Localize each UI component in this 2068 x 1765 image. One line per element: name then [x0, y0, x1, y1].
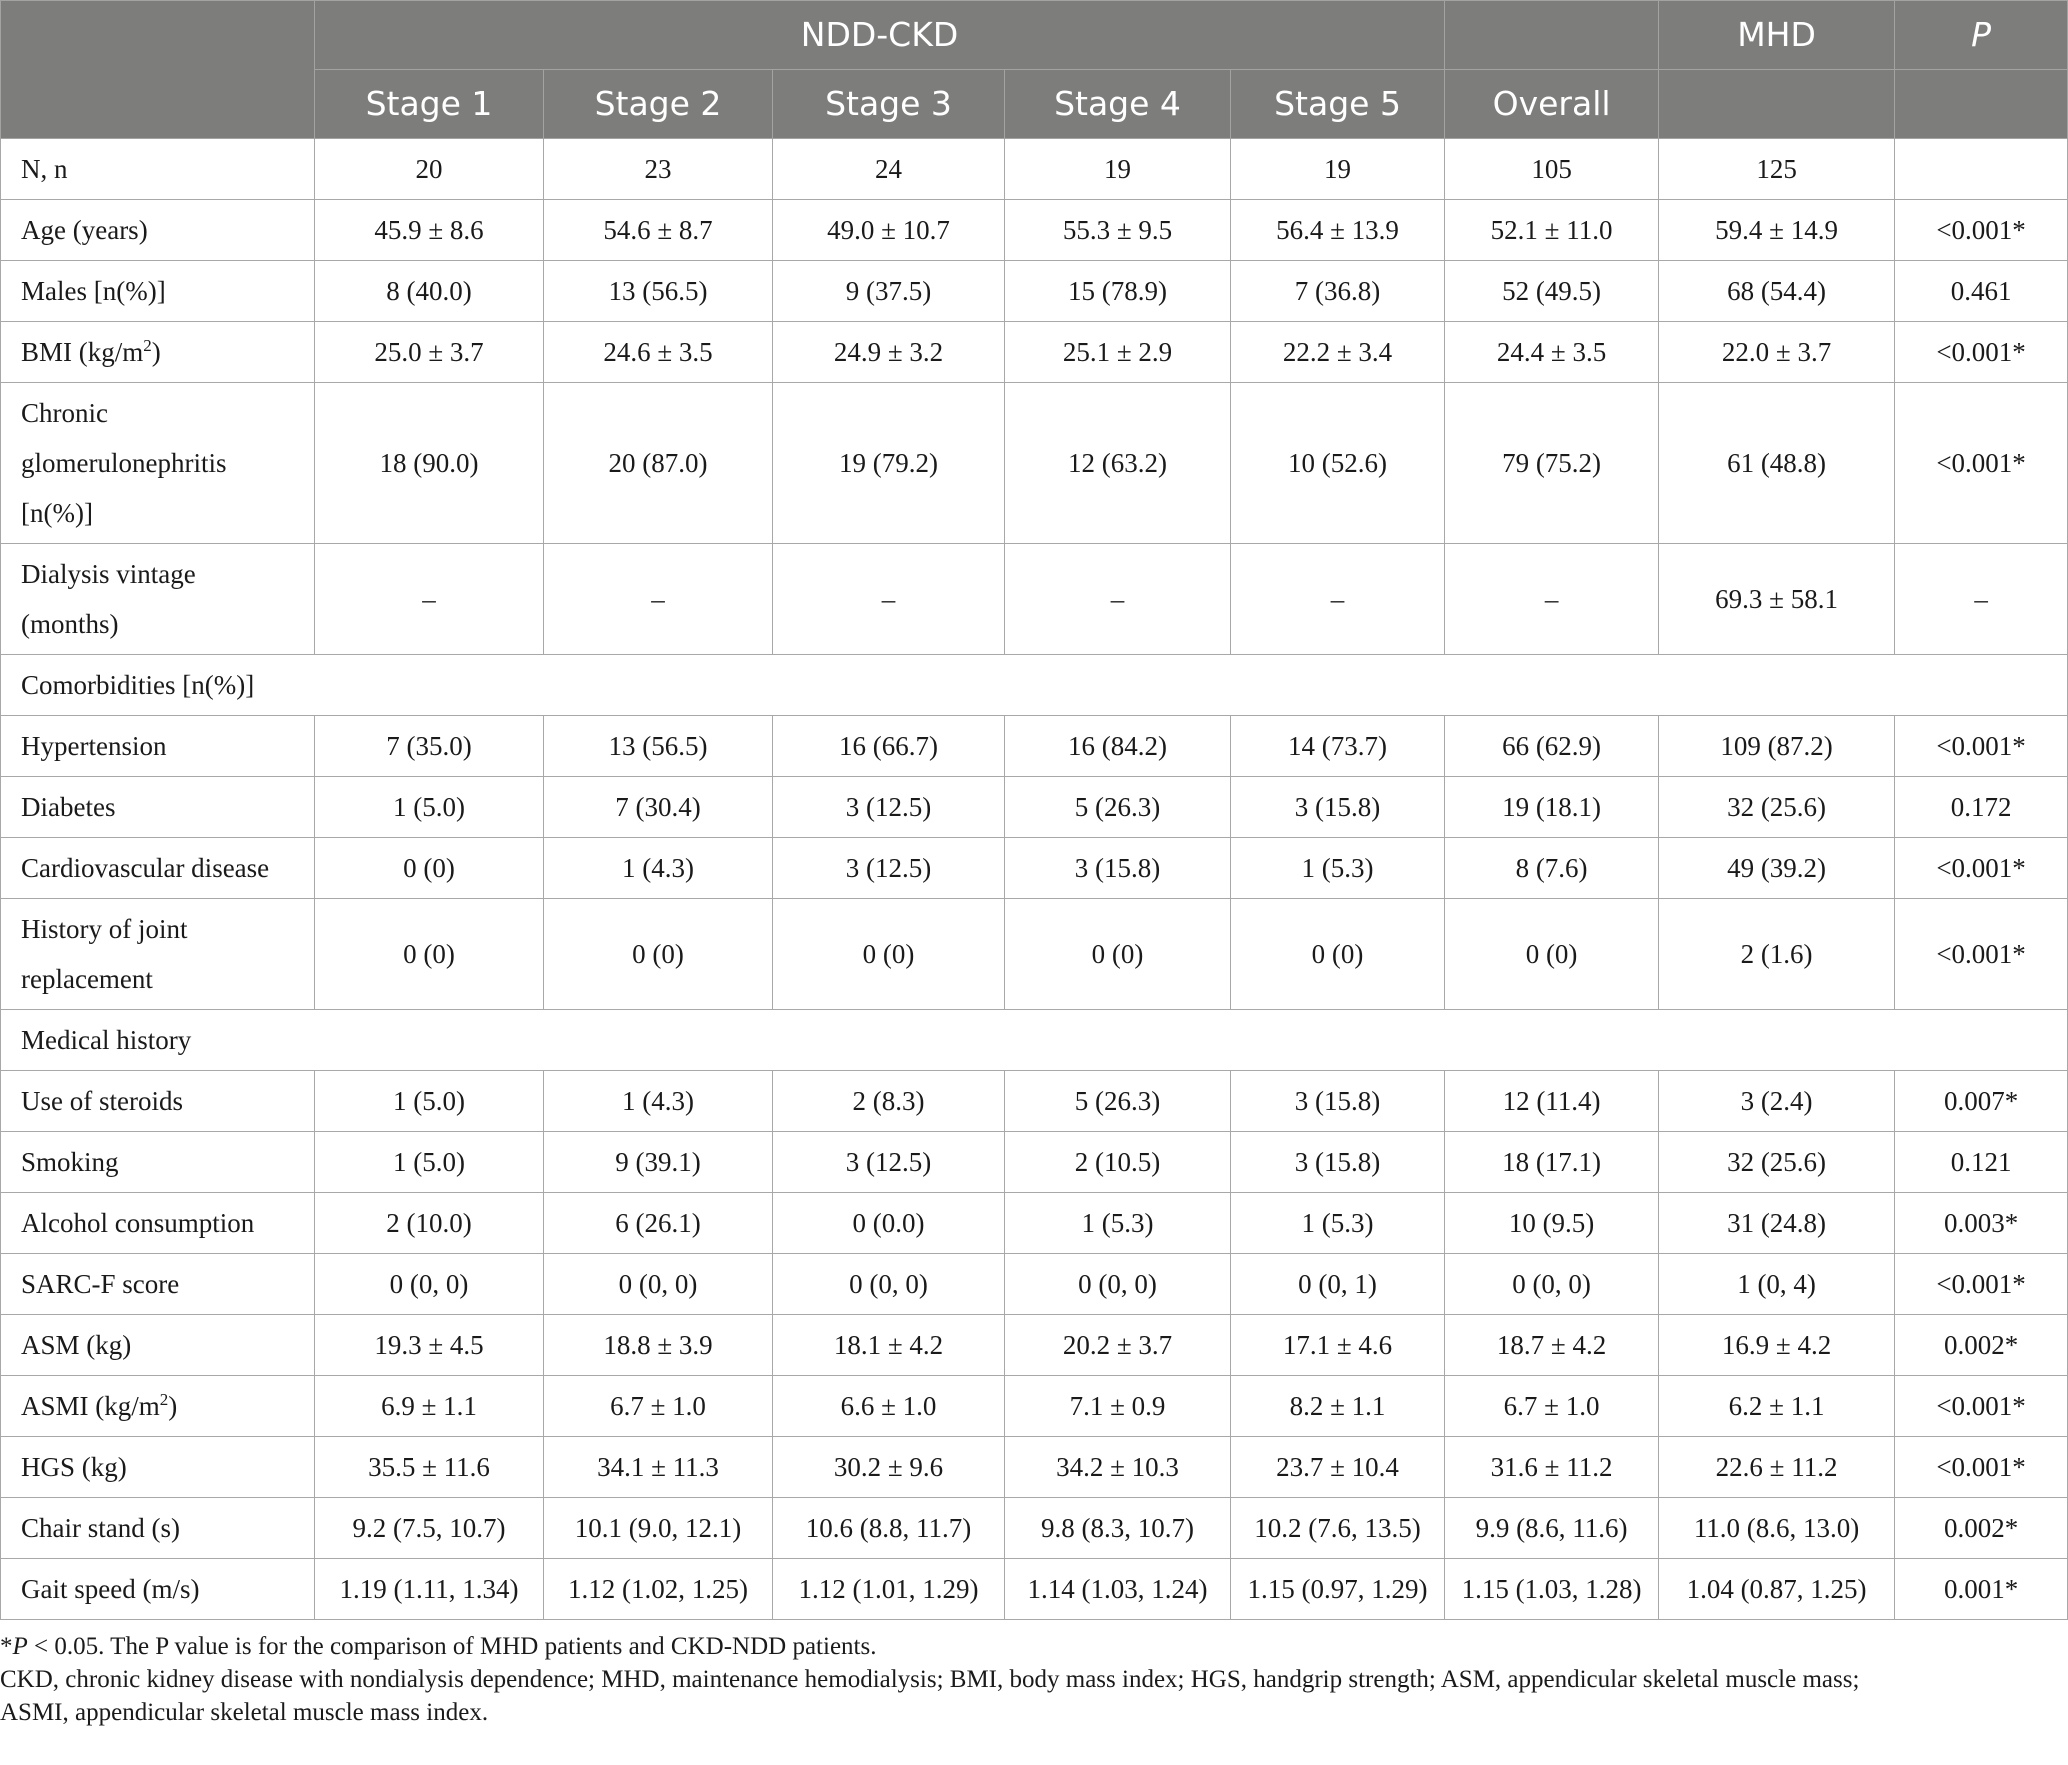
cell-p-value: <0.001*	[1895, 322, 2068, 383]
cell-stage-4: 12 (63.2)	[1005, 383, 1231, 544]
cell-stage-4: 20.2 ± 3.7	[1005, 1315, 1231, 1376]
cell-stage-4: 0 (0)	[1005, 899, 1231, 1010]
cell-stage-2: 7 (30.4)	[544, 777, 773, 838]
cell-stage-2: 24.6 ± 3.5	[544, 322, 773, 383]
cell-stage-5: 3 (15.8)	[1231, 1071, 1445, 1132]
cell-stage-3: 10.6 (8.8, 11.7)	[773, 1498, 1005, 1559]
cell-stage-5: 0 (0, 1)	[1231, 1254, 1445, 1315]
cell-p-value: 0.002*	[1895, 1315, 2068, 1376]
cell-stage-3: –	[773, 544, 1005, 655]
label-superscript: 2	[143, 336, 152, 355]
header-corner	[1, 1, 315, 139]
cell-mhd: 2 (1.6)	[1659, 899, 1895, 1010]
table-row	[1, 1071, 2068, 1132]
cell-stage-2: 13 (56.5)	[544, 716, 773, 777]
table-row	[1, 1376, 2068, 1437]
label-line-3: [n(%)]	[21, 498, 93, 528]
cell-stage-4: 3 (15.8)	[1005, 838, 1231, 899]
cell-stage-4: 9.8 (8.3, 10.7)	[1005, 1498, 1231, 1559]
cell-p-value: <0.001*	[1895, 899, 2068, 1010]
cell-stage-2: 9 (39.1)	[544, 1132, 773, 1193]
cell-mhd: 1 (0, 4)	[1659, 1254, 1895, 1315]
cell-mhd: 125	[1659, 139, 1895, 200]
cell-stage-4: 15 (78.9)	[1005, 261, 1231, 322]
cell-stage-3: 18.1 ± 4.2	[773, 1315, 1005, 1376]
cell-mhd: 6.2 ± 1.1	[1659, 1376, 1895, 1437]
cell-mhd: 31 (24.8)	[1659, 1193, 1895, 1254]
label-line-2: glomerulonephritis	[21, 448, 227, 478]
cell-p-value: <0.001*	[1895, 716, 2068, 777]
cell-mhd: 109 (87.2)	[1659, 716, 1895, 777]
footnote-sig-text: < 0.05. The P value is for the comparison of MHD patients and CKD-NDD patients.	[27, 1633, 877, 1660]
cell-stage-5: 1 (5.3)	[1231, 1193, 1445, 1254]
cell-stage-2: 54.6 ± 8.7	[544, 200, 773, 261]
cell-stage-3: 24.9 ± 3.2	[773, 322, 1005, 383]
header-stage-3: Stage 3	[773, 70, 1005, 139]
cell-p-value: <0.001*	[1895, 1437, 2068, 1498]
cell-stage-3: 49.0 ± 10.7	[773, 200, 1005, 261]
table-row	[1, 1437, 2068, 1498]
row-label: N, n	[1, 139, 315, 200]
header-overall: Overall	[1445, 70, 1659, 139]
row-label: Chair stand (s)	[1, 1498, 315, 1559]
cell-stage-5: 10.2 (7.6, 13.5)	[1231, 1498, 1445, 1559]
section-row-medical-history	[1, 1010, 2068, 1071]
cell-stage-4: 5 (26.3)	[1005, 1071, 1231, 1132]
cell-stage-5: 22.2 ± 3.4	[1231, 322, 1445, 383]
cell-stage-4: 1 (5.3)	[1005, 1193, 1231, 1254]
cell-overall: 31.6 ± 11.2	[1445, 1437, 1659, 1498]
cell-stage-5: 1 (5.3)	[1231, 838, 1445, 899]
cell-overall: 24.4 ± 3.5	[1445, 322, 1659, 383]
table-row	[1, 777, 2068, 838]
header-blank-mhd-bottom	[1659, 70, 1895, 139]
cell-mhd: 22.0 ± 3.7	[1659, 322, 1895, 383]
cell-overall: 79 (75.2)	[1445, 383, 1659, 544]
footnote-p-symbol: P	[12, 1633, 28, 1660]
cell-stage-3: 3 (12.5)	[773, 1132, 1005, 1193]
header-blank-p-bottom	[1895, 70, 2068, 139]
header-group-mhd: MHD	[1659, 1, 1895, 70]
cell-stage-1: 1.19 (1.11, 1.34)	[315, 1559, 544, 1620]
cell-overall: 1.15 (1.03, 1.28)	[1445, 1559, 1659, 1620]
cell-stage-3: 3 (12.5)	[773, 838, 1005, 899]
cell-stage-1: 19.3 ± 4.5	[315, 1315, 544, 1376]
footnote-star: *	[0, 1633, 13, 1660]
cell-stage-1: 2 (10.0)	[315, 1193, 544, 1254]
cell-stage-4: 0 (0, 0)	[1005, 1254, 1231, 1315]
cell-stage-1: 35.5 ± 11.6	[315, 1437, 544, 1498]
cell-overall: 52 (49.5)	[1445, 261, 1659, 322]
cell-stage-1: 0 (0)	[315, 838, 544, 899]
cell-p-value: <0.001*	[1895, 1376, 2068, 1437]
header-stage-4: Stage 4	[1005, 70, 1231, 139]
cell-p-value: <0.001*	[1895, 200, 2068, 261]
row-label	[1, 383, 315, 544]
cell-stage-2: 6.7 ± 1.0	[544, 1376, 773, 1437]
cell-stage-4: 55.3 ± 9.5	[1005, 200, 1231, 261]
cell-stage-2: –	[544, 544, 773, 655]
row-label	[1, 899, 315, 1010]
label-text: ASMI (kg/m	[21, 1391, 160, 1421]
row-label: Males [n(%)]	[1, 261, 315, 322]
label-line-2: replacement	[21, 964, 153, 994]
header-stage-5: Stage 5	[1231, 70, 1445, 139]
table-row	[1, 544, 2068, 655]
cell-overall: 105	[1445, 139, 1659, 200]
cell-stage-4: 19	[1005, 139, 1231, 200]
cell-stage-5: 56.4 ± 13.9	[1231, 200, 1445, 261]
cell-stage-2: 10.1 (9.0, 12.1)	[544, 1498, 773, 1559]
cell-stage-3: 2 (8.3)	[773, 1071, 1005, 1132]
label-line-1: Chronic	[21, 398, 108, 428]
row-label: Cardiovascular disease	[1, 838, 315, 899]
cell-stage-3: 0 (0.0)	[773, 1193, 1005, 1254]
cell-stage-5: 3 (15.8)	[1231, 777, 1445, 838]
table-row	[1, 383, 2068, 544]
table-header	[1, 1, 2068, 139]
cell-p-value: 0.001*	[1895, 1559, 2068, 1620]
row-label: ASM (kg)	[1, 1315, 315, 1376]
cell-stage-2: 1.12 (1.02, 1.25)	[544, 1559, 773, 1620]
cell-stage-2: 6 (26.1)	[544, 1193, 773, 1254]
cell-stage-4: 34.2 ± 10.3	[1005, 1437, 1231, 1498]
cell-stage-1: 0 (0)	[315, 899, 544, 1010]
section-label: Medical history	[1, 1010, 2068, 1071]
cell-overall: 6.7 ± 1.0	[1445, 1376, 1659, 1437]
row-label: Alcohol consumption	[1, 1193, 315, 1254]
cell-stage-3: 0 (0, 0)	[773, 1254, 1005, 1315]
cell-stage-1: 25.0 ± 3.7	[315, 322, 544, 383]
cell-overall: –	[1445, 544, 1659, 655]
row-label: Age (years)	[1, 200, 315, 261]
cell-stage-5: 1.15 (0.97, 1.29)	[1231, 1559, 1445, 1620]
cell-p-value: 0.461	[1895, 261, 2068, 322]
cell-stage-5: 0 (0)	[1231, 899, 1445, 1010]
cell-overall: 10 (9.5)	[1445, 1193, 1659, 1254]
cell-stage-3: 0 (0)	[773, 899, 1005, 1010]
row-label: Hypertension	[1, 716, 315, 777]
section-label: Comorbidities [n(%)]	[1, 655, 2068, 716]
table-row	[1, 200, 2068, 261]
table-row	[1, 1193, 2068, 1254]
cell-stage-5: 10 (52.6)	[1231, 383, 1445, 544]
cell-overall: 18.7 ± 4.2	[1445, 1315, 1659, 1376]
cell-stage-4: –	[1005, 544, 1231, 655]
cell-stage-1: 1 (5.0)	[315, 1132, 544, 1193]
table-row	[1, 1254, 2068, 1315]
cell-p-value: 0.007*	[1895, 1071, 2068, 1132]
cell-stage-1: 1 (5.0)	[315, 1071, 544, 1132]
cell-stage-2: 13 (56.5)	[544, 261, 773, 322]
table-row	[1, 1315, 2068, 1376]
cell-stage-3: 3 (12.5)	[773, 777, 1005, 838]
cell-mhd: 16.9 ± 4.2	[1659, 1315, 1895, 1376]
cell-stage-1: 8 (40.0)	[315, 261, 544, 322]
cell-stage-2: 34.1 ± 11.3	[544, 1437, 773, 1498]
cell-stage-4: 16 (84.2)	[1005, 716, 1231, 777]
cell-overall: 0 (0)	[1445, 899, 1659, 1010]
cell-mhd: 49 (39.2)	[1659, 838, 1895, 899]
cell-stage-2: 1 (4.3)	[544, 1071, 773, 1132]
row-label: Diabetes	[1, 777, 315, 838]
row-label	[1, 1376, 315, 1437]
cell-overall: 12 (11.4)	[1445, 1071, 1659, 1132]
label-text: BMI (kg/m	[21, 337, 144, 367]
cell-stage-2: 23	[544, 139, 773, 200]
cell-stage-3: 6.6 ± 1.0	[773, 1376, 1005, 1437]
cell-p-value: 0.003*	[1895, 1193, 2068, 1254]
row-label: SARC-F score	[1, 1254, 315, 1315]
cell-p-value: 0.172	[1895, 777, 2068, 838]
cell-stage-2: 1 (4.3)	[544, 838, 773, 899]
cell-stage-5: 8.2 ± 1.1	[1231, 1376, 1445, 1437]
row-label	[1, 544, 315, 655]
table-row	[1, 838, 2068, 899]
cell-overall: 0 (0, 0)	[1445, 1254, 1659, 1315]
label-line-1: History of joint	[21, 914, 188, 944]
table-row	[1, 899, 2068, 1010]
header-row-groups	[1, 1, 2068, 70]
header-stage-1: Stage 1	[315, 70, 544, 139]
cell-mhd: 3 (2.4)	[1659, 1071, 1895, 1132]
table-row	[1, 322, 2068, 383]
cell-overall: 18 (17.1)	[1445, 1132, 1659, 1193]
section-row-comorbidities	[1, 655, 2068, 716]
label-superscript: 2	[159, 1390, 169, 1409]
cell-stage-1: –	[315, 544, 544, 655]
cell-p-value: <0.001*	[1895, 383, 2068, 544]
table-row	[1, 1559, 2068, 1620]
cell-stage-5: 7 (36.8)	[1231, 261, 1445, 322]
cell-overall: 52.1 ± 11.0	[1445, 200, 1659, 261]
cell-stage-2: 0 (0, 0)	[544, 1254, 773, 1315]
cell-stage-5: 23.7 ± 10.4	[1231, 1437, 1445, 1498]
cell-p-value: 0.121	[1895, 1132, 2068, 1193]
cell-stage-4: 25.1 ± 2.9	[1005, 322, 1231, 383]
row-label: Gait speed (m/s)	[1, 1559, 315, 1620]
label-line-2: (months)	[21, 609, 119, 639]
cell-mhd: 11.0 (8.6, 13.0)	[1659, 1498, 1895, 1559]
cell-stage-3: 30.2 ± 9.6	[773, 1437, 1005, 1498]
cell-overall: 66 (62.9)	[1445, 716, 1659, 777]
cell-stage-1: 18 (90.0)	[315, 383, 544, 544]
cell-p-value: <0.001*	[1895, 838, 2068, 899]
footnote-abbreviations-line-2: ASMI, appendicular skeletal muscle mass index.	[0, 1699, 489, 1726]
table-footnotes	[0, 1620, 2068, 1729]
footnote-significance	[0, 1630, 2068, 1663]
header-stage-2: Stage 2	[544, 70, 773, 139]
cell-mhd: 59.4 ± 14.9	[1659, 200, 1895, 261]
cell-stage-4: 7.1 ± 0.9	[1005, 1376, 1231, 1437]
cell-stage-3: 16 (66.7)	[773, 716, 1005, 777]
cell-overall: 8 (7.6)	[1445, 838, 1659, 899]
cell-stage-5: 3 (15.8)	[1231, 1132, 1445, 1193]
cell-stage-1: 6.9 ± 1.1	[315, 1376, 544, 1437]
table-row	[1, 139, 2068, 200]
footnote-abbreviations-line-1: CKD, chronic kidney disease with nondialysis dependence; MHD, maintenance hemodialysis; BMI, body mass index; HGS, handgrip strength; ASM, appendicular skeletal muscle mass;	[0, 1666, 1860, 1693]
row-label: HGS (kg)	[1, 1437, 315, 1498]
cell-p-value: –	[1895, 544, 2068, 655]
header-group-ndd-ckd: NDD-CKD	[315, 1, 1445, 70]
cell-stage-3: 1.12 (1.01, 1.29)	[773, 1559, 1005, 1620]
table-row	[1, 716, 2068, 777]
header-blank-overall-top	[1445, 1, 1659, 70]
cell-stage-4: 1.14 (1.03, 1.24)	[1005, 1559, 1231, 1620]
label-line-1: Dialysis vintage	[21, 559, 196, 589]
cell-stage-1: 9.2 (7.5, 10.7)	[315, 1498, 544, 1559]
cell-mhd: 22.6 ± 11.2	[1659, 1437, 1895, 1498]
cell-overall: 19 (18.1)	[1445, 777, 1659, 838]
label-text-end: )	[151, 337, 161, 367]
cell-mhd: 61 (48.8)	[1659, 383, 1895, 544]
cell-stage-2: 20 (87.0)	[544, 383, 773, 544]
cell-stage-4: 5 (26.3)	[1005, 777, 1231, 838]
cell-stage-3: 24	[773, 139, 1005, 200]
cell-mhd: 32 (25.6)	[1659, 1132, 1895, 1193]
cell-stage-1: 1 (5.0)	[315, 777, 544, 838]
row-label	[1, 322, 315, 383]
cell-p-value: <0.001*	[1895, 1254, 2068, 1315]
cell-stage-4: 2 (10.5)	[1005, 1132, 1231, 1193]
cell-stage-5: 19	[1231, 139, 1445, 200]
label-text-end: )	[168, 1391, 178, 1421]
row-label: Use of steroids	[1, 1071, 315, 1132]
cell-mhd: 69.3 ± 58.1	[1659, 544, 1895, 655]
cell-stage-5: –	[1231, 544, 1445, 655]
cell-mhd: 1.04 (0.87, 1.25)	[1659, 1559, 1895, 1620]
cell-p-value: 0.002*	[1895, 1498, 2068, 1559]
cell-mhd: 68 (54.4)	[1659, 261, 1895, 322]
cell-stage-2: 0 (0)	[544, 899, 773, 1010]
cell-stage-1: 0 (0, 0)	[315, 1254, 544, 1315]
table-body	[1, 139, 2068, 1620]
cell-stage-5: 14 (73.7)	[1231, 716, 1445, 777]
cell-p-value	[1895, 139, 2068, 200]
cell-mhd: 32 (25.6)	[1659, 777, 1895, 838]
cell-stage-2: 18.8 ± 3.9	[544, 1315, 773, 1376]
cell-overall: 9.9 (8.6, 11.6)	[1445, 1498, 1659, 1559]
cell-stage-3: 9 (37.5)	[773, 261, 1005, 322]
cell-stage-5: 17.1 ± 4.6	[1231, 1315, 1445, 1376]
cell-stage-1: 45.9 ± 8.6	[315, 200, 544, 261]
table-row	[1, 261, 2068, 322]
cell-stage-3: 19 (79.2)	[773, 383, 1005, 544]
table-row	[1, 1498, 2068, 1559]
header-group-p: P	[1895, 1, 2068, 70]
cell-stage-1: 7 (35.0)	[315, 716, 544, 777]
row-label: Smoking	[1, 1132, 315, 1193]
table-row	[1, 1132, 2068, 1193]
cell-stage-1: 20	[315, 139, 544, 200]
